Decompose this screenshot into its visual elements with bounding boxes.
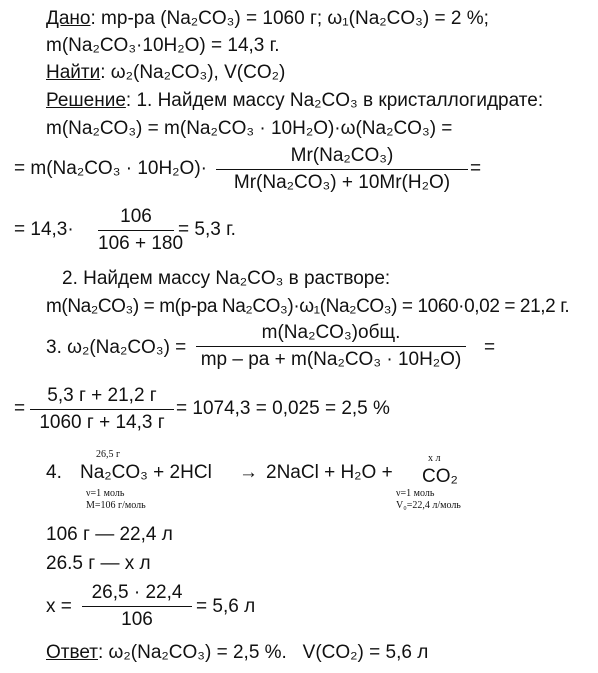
step3b-right: = 1074,3 = 0,025 = 2,5 % <box>176 398 390 419</box>
answer-label: Ответ <box>46 642 98 663</box>
step1-line2-right: = <box>470 158 482 179</box>
step1-frac1-denominator: Mr(Na₂CO₃) + 10Mr(H₂O) <box>233 172 451 193</box>
step4-below-co2-1: ν=1 моль <box>396 488 435 499</box>
step1-title: : 1. Найдем массу Na₂CO₃ в кристаллогидрате: <box>125 90 544 111</box>
step1-line3-left: = 14,3· <box>14 219 74 240</box>
given-text-1: : mр-ра (Na₂CO₃) = 1060 г; ω₁(Na₂CO₃) = 2 %; <box>90 8 489 29</box>
fraction-bar <box>216 169 468 170</box>
step1-frac2-numerator: 106 <box>120 206 152 227</box>
fraction-bar <box>30 409 174 410</box>
step3b-frac-numerator: 5,3 г + 21,2 г <box>47 385 157 406</box>
fraction-bar <box>98 230 174 231</box>
step4-number: 4. <box>46 462 62 483</box>
step3b-frac-denominator: 1060 г + 14,3 г <box>39 412 165 433</box>
x-right: = 5,6 л <box>196 596 256 617</box>
step4-equation-right: 2NaCl + H₂O + <box>266 462 393 483</box>
fraction-bar <box>82 606 192 607</box>
step1-line1: m(Na₂CO₃) = m(Na₂CO₃ · 10H₂O)·ω(Na₂CO₃) = <box>46 118 453 139</box>
step3-left: 3. ω₂(Na₂CO₃) = <box>46 337 187 358</box>
step2-title: 2. Найдем массу Na₂CO₃ в растворе: <box>62 268 391 289</box>
answer-line <box>46 642 428 664</box>
step2-line: m(Na₂CO₃) = m(р-ра Na₂CO₃)·ω₁(Na₂CO₃) = 1060·0,02 = 21,2 г. <box>46 296 570 317</box>
step3-fraction <box>196 322 466 371</box>
step4-co2: CO₂ <box>422 466 458 487</box>
find-line <box>46 62 285 84</box>
step1-title-line <box>46 90 543 112</box>
step1-fraction-1 <box>216 145 468 194</box>
step4-above-na2co3: 26,5 г <box>96 449 121 460</box>
x-frac-denominator: 106 <box>121 609 153 630</box>
step1-line2-left: = m(Na₂CO₃ · 10H₂O)· <box>14 158 207 179</box>
find-label: Найти <box>46 62 101 83</box>
step4-above-co2: x л <box>428 453 441 464</box>
step3-frac-denominator: mр – ра + m(Na₂CO₃ · 10H₂O) <box>200 349 462 370</box>
x-frac-numerator: 26,5 · 22,4 <box>91 582 183 603</box>
step4-below-na2co3-2: M=106 г/моль <box>86 500 146 511</box>
solution-label: Решение <box>46 90 126 111</box>
x-left: x = <box>46 596 72 617</box>
step4-below-na2co3-1: ν=1 моль <box>86 488 125 499</box>
proportion-line-1: 106 г — 22,4 л <box>46 524 173 545</box>
step4-below-co2-2: V₀=22,4 л/моль <box>396 500 461 511</box>
step1-frac2-denominator: 106 + 180 <box>98 233 184 254</box>
step4-equation-left: Na₂CO₃ + 2HCl <box>80 462 212 483</box>
reaction-arrow-icon: → <box>239 462 258 483</box>
given-line-2: m(Na₂CO₃·10H₂O) = 14,3 г. <box>46 35 280 56</box>
step3-frac-numerator: m(Na₂CO₃)общ. <box>261 322 401 343</box>
step1-fraction-2 <box>98 206 184 255</box>
find-text: : ω₂(Na₂CO₃), V(CO₂) <box>100 62 286 83</box>
x-fraction <box>82 582 192 631</box>
step1-frac1-numerator: Mr(Na₂CO₃) <box>290 145 394 166</box>
given-label: Дано <box>46 8 91 29</box>
step3b-fraction <box>30 385 174 434</box>
fraction-bar <box>196 346 466 347</box>
answer-text: : ω₂(Na₂CO₃) = 2,5 %. V(CO₂) = 5,6 л <box>98 642 429 663</box>
given-line-1 <box>46 8 489 30</box>
step1-line3-right: = 5,3 г. <box>178 219 236 240</box>
proportion-line-2: 26.5 г — х л <box>46 553 151 574</box>
step3b-left: = <box>14 398 26 419</box>
step3-right: = <box>484 337 496 358</box>
